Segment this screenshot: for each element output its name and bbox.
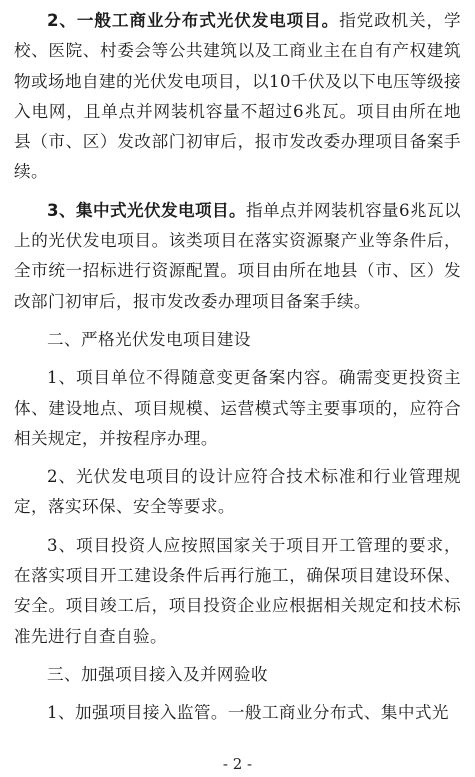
paragraph-text: 指单点并网装机容量6兆瓦以上的光伏发电项目。该类项目在落实资源聚产业等条件后，全市统一招标进行资源配置。项目由所在地县（市、区）发改部门初审后，报市发改委办理项目备案手续。 — [14, 200, 461, 311]
section-heading-3: 三、加强项目接入及并网验收 — [47, 664, 268, 684]
paragraph-lead: 2、一般工商业分布式光伏发电项目。 — [47, 11, 340, 30]
paragraph-item-3 — [14, 196, 461, 317]
section-heading-2: 二、严格光伏发电项目建设 — [47, 329, 251, 349]
paragraph-lead: 3、集中式光伏发电项目。 — [47, 200, 246, 220]
section2-item-1: 1、项目单位不得随意变更备案内容。确需变更投资主体、建设地点、项目规模、运营模式等主要事项的，应符合相关规定，并按程序办理。 — [14, 368, 461, 448]
paragraph-item-2 — [14, 6, 461, 188]
section2-item-3: 3、项目投资人应按照国家关于项目开工管理的要求，在落实项目开工建设条件后再行施工，确保项目建设环保、安全。项目竣工后，项目投资企业应根据相关规定和技术标准先进行自查自验。 — [14, 535, 461, 646]
section2-item-2: 2、光伏发电项目的设计应符合技术标准和行业管理规定，落实环保、安全等要求。 — [14, 467, 461, 517]
page-number: - 2 - — [222, 755, 253, 773]
section3-item-1: 1、加强项目接入监管。一般工商业分布式、集中式光 — [47, 703, 449, 723]
paragraph-text: 指党政机关，学校、医院、村委会等公共建筑以及工商业主在自有产权建筑物或场地自建的光伏发电项目，以10千伏及以下电压等级接入电网，且单点并网装机容量不超过6兆瓦。项目由所在地县（市、区）发改部门初审后，报市发改委办理项目备案手续。 — [14, 11, 461, 182]
